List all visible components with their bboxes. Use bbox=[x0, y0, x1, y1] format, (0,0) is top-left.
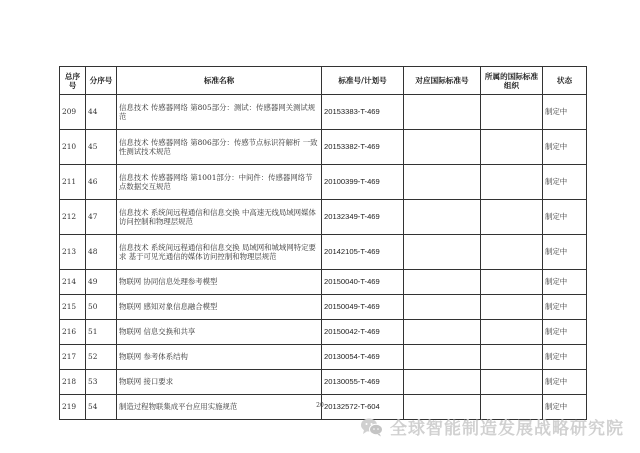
cell-name: 物联网 感知对象信息融合模型 bbox=[117, 295, 322, 320]
cell-seq-no: 53 bbox=[86, 370, 117, 395]
cell-intl-org bbox=[481, 235, 543, 270]
cell-std-code: 20130054-T-469 bbox=[322, 345, 404, 370]
cell-total-no: 214 bbox=[60, 270, 86, 295]
table-row bbox=[60, 130, 587, 165]
cell-name: 物联网 信息交换和共享 bbox=[117, 320, 322, 345]
cell-seq-no: 52 bbox=[86, 345, 117, 370]
cell-std-code: 20150049-T-469 bbox=[322, 295, 404, 320]
header-total-no: 总序号 bbox=[60, 67, 86, 95]
cell-std-code: 20150040-T-469 bbox=[322, 270, 404, 295]
cell-name: 信息技术 系统间远程通信和信息交换 局域网和城域网特定要求 基于可见光通信的媒体访问控制和物理层规范 bbox=[117, 235, 322, 270]
cell-std-code: 20132572-T-604 bbox=[322, 395, 404, 420]
watermark bbox=[360, 414, 624, 439]
cell-status: 制定中 bbox=[543, 345, 587, 370]
cell-intl-std bbox=[404, 130, 481, 165]
cell-std-code: 20100399-T-469 bbox=[322, 165, 404, 200]
cell-seq-no: 46 bbox=[86, 165, 117, 200]
cell-seq-no: 44 bbox=[86, 95, 117, 130]
cell-name: 信息技术 传感器网络 第1001部分：中间件：传感器网络节点数据交互规范 bbox=[117, 165, 322, 200]
table-row bbox=[60, 235, 587, 270]
cell-seq-no: 49 bbox=[86, 270, 117, 295]
standards-table bbox=[59, 66, 587, 420]
cell-name: 信息技术 传感器网络 第806部分：传感节点标识符解析 一致性测试技术规范 bbox=[117, 130, 322, 165]
cell-intl-org bbox=[481, 370, 543, 395]
table-row bbox=[60, 320, 587, 345]
cell-intl-org bbox=[481, 295, 543, 320]
cell-status: 制定中 bbox=[543, 130, 587, 165]
cell-status: 制定中 bbox=[543, 270, 587, 295]
cell-total-no: 219 bbox=[60, 395, 86, 420]
cell-intl-std bbox=[404, 295, 481, 320]
cell-intl-std bbox=[404, 320, 481, 345]
cell-total-no: 212 bbox=[60, 200, 86, 235]
cell-total-no: 209 bbox=[60, 95, 86, 130]
wechat-icon bbox=[360, 417, 384, 437]
cell-status: 制定中 bbox=[543, 200, 587, 235]
cell-total-no: 216 bbox=[60, 320, 86, 345]
watermark-text: 全球智能制造发展战略研究院 bbox=[390, 419, 624, 439]
cell-name: 物联网 参考体系结构 bbox=[117, 345, 322, 370]
cell-std-code: 20132349-T-469 bbox=[322, 200, 404, 235]
cell-seq-no: 45 bbox=[86, 130, 117, 165]
cell-status: 制定中 bbox=[543, 235, 587, 270]
cell-std-code: 20142105-T-469 bbox=[322, 235, 404, 270]
cell-std-code: 20130055-T-469 bbox=[322, 370, 404, 395]
cell-name: 制造过程物联集成平台应用实施规范 bbox=[117, 395, 322, 420]
header-intl-std: 对应国际标准号 bbox=[404, 67, 481, 95]
cell-intl-std bbox=[404, 345, 481, 370]
table-row bbox=[60, 295, 587, 320]
cell-intl-std bbox=[404, 200, 481, 235]
cell-seq-no: 51 bbox=[86, 320, 117, 345]
cell-status: 制定中 bbox=[543, 295, 587, 320]
cell-name: 信息技术 传感器网络 第805部分：测试：传感器网关测试规范 bbox=[117, 95, 322, 130]
cell-intl-std bbox=[404, 270, 481, 295]
table-row bbox=[60, 345, 587, 370]
header-status: 状态 bbox=[543, 67, 587, 95]
page-number: 20 bbox=[316, 402, 324, 409]
cell-intl-org bbox=[481, 95, 543, 130]
cell-std-code: 20150042-T-469 bbox=[322, 320, 404, 345]
cell-intl-org bbox=[481, 200, 543, 235]
header-name: 标准名称 bbox=[117, 67, 322, 95]
cell-intl-org bbox=[481, 165, 543, 200]
cell-total-no: 213 bbox=[60, 235, 86, 270]
header-seq-no: 分序号 bbox=[86, 67, 117, 95]
cell-name: 物联网 接口要求 bbox=[117, 370, 322, 395]
cell-seq-no: 47 bbox=[86, 200, 117, 235]
cell-status: 制定中 bbox=[543, 370, 587, 395]
cell-intl-std bbox=[404, 95, 481, 130]
cell-status: 制定中 bbox=[543, 165, 587, 200]
cell-total-no: 218 bbox=[60, 370, 86, 395]
cell-intl-std bbox=[404, 235, 481, 270]
cell-total-no: 215 bbox=[60, 295, 86, 320]
cell-name: 物联网 协同信息处理参考模型 bbox=[117, 270, 322, 295]
table-row bbox=[60, 95, 587, 130]
table-header-row bbox=[60, 67, 587, 95]
cell-total-no: 211 bbox=[60, 165, 86, 200]
cell-name: 信息技术 系统间远程通信和信息交换 中高速无线局域网媒体访问控制和物理层规范 bbox=[117, 200, 322, 235]
cell-status: 制定中 bbox=[543, 95, 587, 130]
cell-status: 制定中 bbox=[543, 395, 587, 420]
table-row bbox=[60, 165, 587, 200]
cell-intl-org bbox=[481, 320, 543, 345]
cell-intl-std bbox=[404, 165, 481, 200]
cell-intl-org bbox=[481, 270, 543, 295]
table-row bbox=[60, 200, 587, 235]
table-row bbox=[60, 370, 587, 395]
cell-seq-no: 54 bbox=[86, 395, 117, 420]
cell-std-code: 20153383-T-469 bbox=[322, 95, 404, 130]
cell-status: 制定中 bbox=[543, 320, 587, 345]
cell-seq-no: 50 bbox=[86, 295, 117, 320]
cell-intl-std bbox=[404, 370, 481, 395]
cell-total-no: 217 bbox=[60, 345, 86, 370]
cell-total-no: 210 bbox=[60, 130, 86, 165]
header-std-code: 标准号/计划号 bbox=[322, 67, 404, 95]
header-intl-org: 所属的国际标准组织 bbox=[481, 67, 543, 95]
cell-seq-no: 48 bbox=[86, 235, 117, 270]
cell-intl-org bbox=[481, 130, 543, 165]
cell-std-code: 20153382-T-469 bbox=[322, 130, 404, 165]
cell-intl-org bbox=[481, 345, 543, 370]
table-row bbox=[60, 270, 587, 295]
